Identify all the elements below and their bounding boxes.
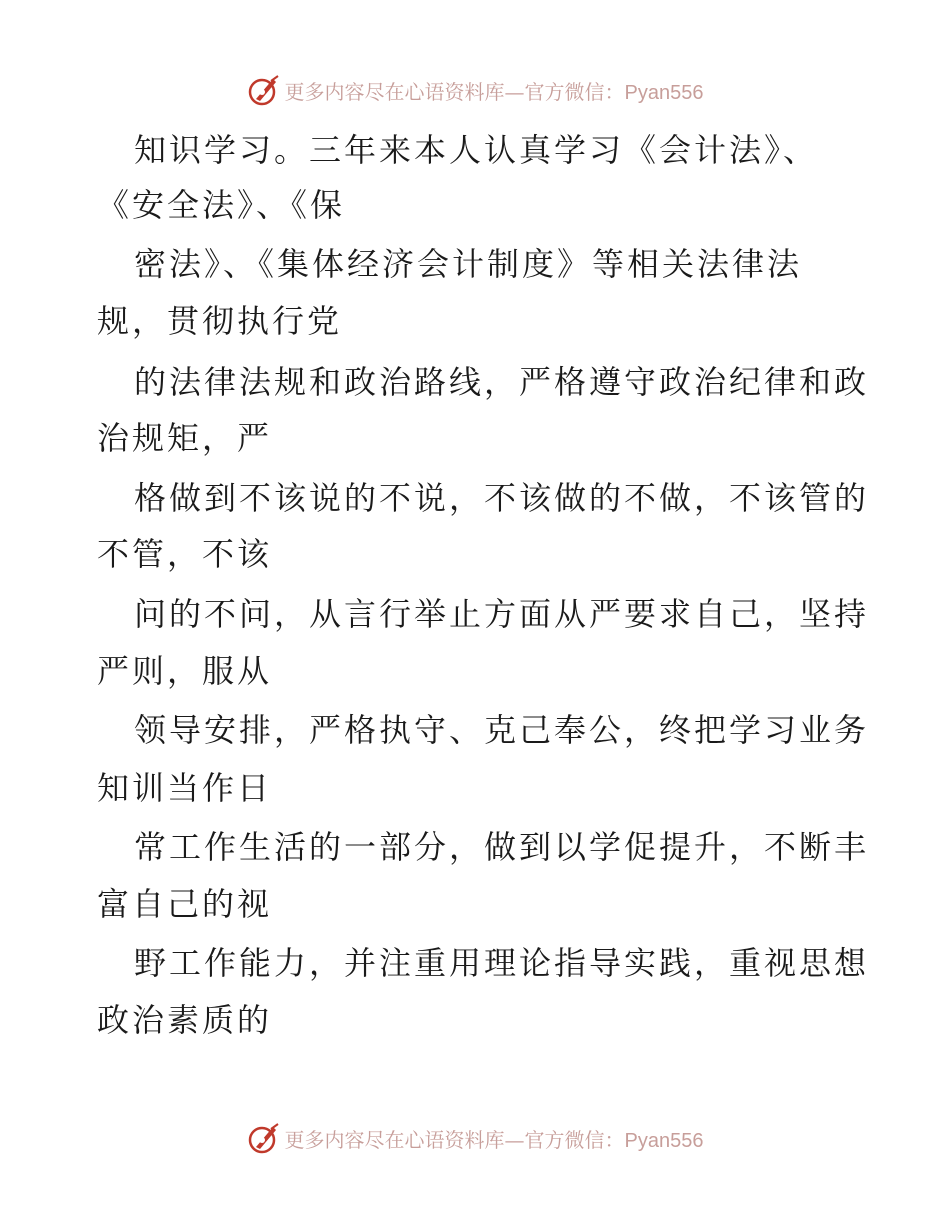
watermark-middle: 官方微信： xyxy=(524,79,625,104)
watermark-prefix: 更多内容尽在心语资料库 xyxy=(284,1127,505,1152)
text-line-8: 不管，不该 xyxy=(97,535,273,573)
quill-logo-icon xyxy=(247,1121,281,1155)
watermark-dash: — xyxy=(504,79,525,104)
header-watermark xyxy=(0,70,950,110)
text-line-2: 《安全法》、《保 xyxy=(97,186,346,224)
watermark-account: Pyan556 xyxy=(624,81,704,104)
text-line-12: 知训当作日 xyxy=(97,769,273,807)
text-line-4: 规，贯彻执行党 xyxy=(97,302,343,340)
text-line-11: 领导安排，严格执守、克己奉公，终把学习业务 xyxy=(134,711,870,749)
footer-watermark xyxy=(0,1118,950,1158)
watermark-dash: — xyxy=(504,1127,525,1152)
text-line-3: 密法》、《集体经济会计制度》等相关法律法 xyxy=(134,245,803,283)
watermark-account: Pyan556 xyxy=(624,1129,704,1152)
text-line-6: 治规矩，严 xyxy=(97,419,273,457)
text-line-14: 富自己的视 xyxy=(97,885,273,923)
text-line-16: 政治素质的 xyxy=(97,1001,273,1039)
text-line-13: 常工作生活的一部分，做到以学促提升，不断丰 xyxy=(134,828,870,866)
watermark-text xyxy=(285,1124,704,1153)
quill-logo-icon xyxy=(247,73,281,107)
watermark-text xyxy=(285,76,704,105)
text-line-10: 严则，服从 xyxy=(97,652,273,690)
text-line-9: 问的不问，从言行举止方面从严要求自己，坚持 xyxy=(134,595,870,633)
text-line-7: 格做到不该说的不说，不该做的不做，不该管的 xyxy=(134,479,870,517)
text-line-1: 知识学习。三年来本人认真学习《会计法》、 xyxy=(134,131,819,169)
watermark-prefix: 更多内容尽在心语资料库 xyxy=(284,79,505,104)
text-line-15: 野工作能力，并注重用理论指导实践，重视思想 xyxy=(134,944,870,982)
text-line-5: 的法律法规和政治路线，严格遵守政治纪律和政 xyxy=(134,363,870,401)
watermark-middle: 官方微信： xyxy=(524,1127,625,1152)
